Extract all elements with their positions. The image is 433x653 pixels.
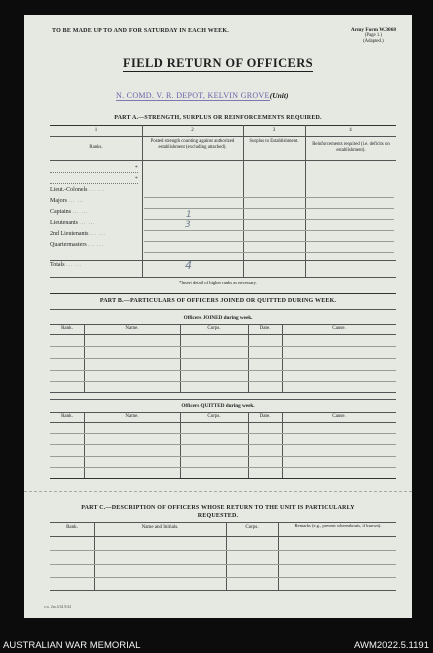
rank-row bbox=[50, 209, 142, 220]
quitted-col-name: Name. bbox=[125, 414, 139, 419]
rank-dots: ... ... bbox=[79, 221, 96, 226]
col-head-posted-strength: Posted strength counting against authorized establishment (excluding attached). bbox=[150, 139, 235, 150]
star-marker-1: * bbox=[135, 165, 138, 171]
col-head-rule bbox=[50, 160, 396, 161]
totals-top-rule bbox=[50, 260, 396, 261]
part-a-vline-1 bbox=[142, 125, 143, 277]
joined-col-cause: Cause. bbox=[332, 326, 346, 331]
joined-col-corps: Corps. bbox=[207, 326, 221, 331]
col-number-3: 3 bbox=[272, 128, 276, 133]
unit-stamp: N. COMD. V. R. DEPOT, KELVIN GROVE bbox=[116, 91, 270, 100]
part-a-row-rule bbox=[144, 241, 394, 242]
rank-dots: ... ... bbox=[89, 188, 105, 193]
joined-row-rule bbox=[50, 370, 396, 371]
rank-label: Lieutenants bbox=[50, 220, 78, 226]
rank-row bbox=[50, 231, 142, 242]
army-form-number: Army Form W.3068 bbox=[350, 27, 396, 33]
army-form-adapted: (Adapted.) bbox=[363, 39, 384, 45]
part-a-top-rule bbox=[50, 125, 396, 126]
rank-row bbox=[50, 187, 142, 198]
part-c-title-line2: REQUESTED. bbox=[197, 512, 239, 519]
rank-row bbox=[50, 220, 142, 231]
ranks-list bbox=[50, 187, 142, 253]
army-form-block bbox=[351, 27, 396, 45]
part-a-bottom-rule bbox=[50, 277, 396, 278]
quitted-vline bbox=[248, 412, 249, 478]
part-b-bottom-rule bbox=[50, 478, 396, 479]
part-c-bottom-rule bbox=[50, 590, 396, 591]
joined-row-rule bbox=[50, 346, 396, 347]
part-c-col-corps: Corps. bbox=[245, 525, 259, 530]
rank-row bbox=[50, 242, 142, 253]
quitted-head-bottom-rule bbox=[50, 422, 396, 423]
joined-col-date: Date. bbox=[259, 326, 271, 331]
quitted-top-rule bbox=[50, 399, 396, 400]
totals-row bbox=[50, 262, 82, 268]
part-a-vline-3 bbox=[305, 125, 306, 277]
part-a-row-rule bbox=[144, 208, 394, 209]
part-c-col-name: Name and Initials. bbox=[141, 525, 179, 530]
quitted-col-rank: Rank. bbox=[61, 414, 73, 419]
totals-label: Totals bbox=[50, 262, 65, 268]
rank-label: Quartermasters bbox=[50, 242, 87, 248]
part-a-row-rule bbox=[144, 230, 394, 231]
part-c-title bbox=[24, 505, 412, 520]
part-c-vline bbox=[94, 522, 95, 590]
part-c-row-rule bbox=[50, 577, 396, 578]
col-number-4: 4 bbox=[349, 128, 352, 133]
unit-line bbox=[116, 91, 316, 100]
pencil-total-value: 4 bbox=[185, 259, 192, 272]
joined-bottom-rule bbox=[50, 392, 396, 393]
col-head-reinforcements: Reinforcements required (i.e. deficits on establishment). bbox=[312, 142, 390, 153]
quitted-col-cause: Cause. bbox=[332, 414, 346, 419]
quitted-row-rule bbox=[50, 433, 396, 434]
rank-dots: ... ... bbox=[68, 199, 85, 204]
footer-left-credit: AUSTRALIAN WAR MEMORIAL bbox=[3, 640, 141, 651]
unit-label: (Unit) bbox=[269, 91, 289, 100]
part-b-title: PART B.—PARTICULARS OF OFFICERS JOINED OR QUITTED DURING WEEK. bbox=[99, 298, 337, 304]
printer-mark: s.w. 2m 4/44 8/44 bbox=[44, 605, 72, 609]
col-number-2: 2 bbox=[191, 128, 194, 133]
header-instruction: TO BE MADE UP TO AND FOR SATURDAY IN EACH WEEK. bbox=[52, 28, 229, 34]
part-a-footnote: *Insert detail of higher ranks as necessary. bbox=[179, 280, 257, 285]
part-c-col-rank: Rank. bbox=[66, 525, 78, 530]
part-c-col-remarks: Remarks (e.g., present whereabouts, if known). bbox=[294, 523, 382, 528]
rank-row bbox=[50, 198, 142, 209]
part-b-top-rule bbox=[50, 293, 396, 294]
star-row-line-1 bbox=[50, 172, 138, 173]
col-head-surplus: Surplus to Establishment. bbox=[249, 139, 299, 144]
joined-head-bottom-rule bbox=[50, 334, 396, 335]
joined-head-top-rule bbox=[50, 324, 396, 325]
rank-dots: ... ... bbox=[88, 243, 104, 248]
pencil-lieutenants-value: 3 bbox=[185, 220, 191, 230]
quitted-col-corps: Corps. bbox=[207, 414, 221, 419]
rank-label: Lieut.-Colonels bbox=[50, 187, 88, 193]
form-sheet bbox=[24, 15, 412, 618]
rank-label: 2nd Lieutenants bbox=[50, 231, 89, 237]
quitted-col-date: Date. bbox=[259, 414, 271, 419]
joined-col-name: Name. bbox=[125, 326, 139, 331]
part-c-title-line1: PART C.—DESCRIPTION OF OFFICERS WHOSE RETURN TO THE UNIT IS PARTICULARLY bbox=[81, 505, 355, 511]
quitted-vline bbox=[180, 412, 181, 478]
star-marker-2: * bbox=[135, 176, 138, 182]
part-a-row-rule bbox=[144, 219, 394, 220]
form-title bbox=[24, 56, 412, 71]
quitted-row-rule bbox=[50, 456, 396, 457]
quitted-vline bbox=[282, 412, 283, 478]
col-number-1: 1 bbox=[94, 128, 98, 133]
part-a-row-rule bbox=[144, 197, 394, 198]
quitted-head-top-rule bbox=[50, 412, 396, 413]
quitted-row-rule bbox=[50, 467, 396, 468]
rank-dots: ... ... bbox=[90, 232, 106, 237]
paper-fold bbox=[24, 491, 412, 492]
joined-title: Officers JOINED during week. bbox=[183, 315, 253, 321]
rank-label: Majors bbox=[50, 198, 67, 204]
part-c-row-rule bbox=[50, 550, 396, 551]
part-b-title-rule bbox=[50, 309, 396, 310]
col-number-rule bbox=[50, 136, 396, 137]
part-c-row-rule bbox=[50, 564, 396, 565]
quitted-title: Officers QUITTED during week. bbox=[181, 403, 255, 409]
part-c-vline bbox=[226, 522, 227, 590]
star-row-line-2 bbox=[50, 183, 138, 184]
joined-row-rule bbox=[50, 381, 396, 382]
col-head-ranks: Ranks. bbox=[89, 145, 103, 150]
joined-col-rank: Rank. bbox=[61, 326, 73, 331]
quitted-vline bbox=[84, 412, 85, 478]
rank-label: Captains bbox=[50, 209, 71, 215]
army-form-page: (Page 1.) bbox=[364, 33, 383, 39]
part-c-head-bottom-rule bbox=[50, 536, 396, 537]
part-a-vline-2 bbox=[243, 125, 244, 277]
part-c-vline bbox=[278, 522, 279, 590]
part-a-title: PART A.—STRENGTH, SURPLUS OR REINFORCEMENTS REQUIRED. bbox=[114, 115, 322, 121]
quitted-row-rule bbox=[50, 444, 396, 445]
rank-dots: ... ... bbox=[72, 210, 89, 215]
pencil-captains-value: 1 bbox=[186, 210, 192, 220]
joined-row-rule bbox=[50, 358, 396, 359]
part-a-row-rule bbox=[144, 252, 394, 253]
form-title-text: FIELD RETURN OF OFFICERS bbox=[122, 56, 314, 70]
footer-right-accession: AWM2022.5.1191 bbox=[354, 640, 429, 651]
totals-dots: ... ... bbox=[66, 263, 82, 268]
